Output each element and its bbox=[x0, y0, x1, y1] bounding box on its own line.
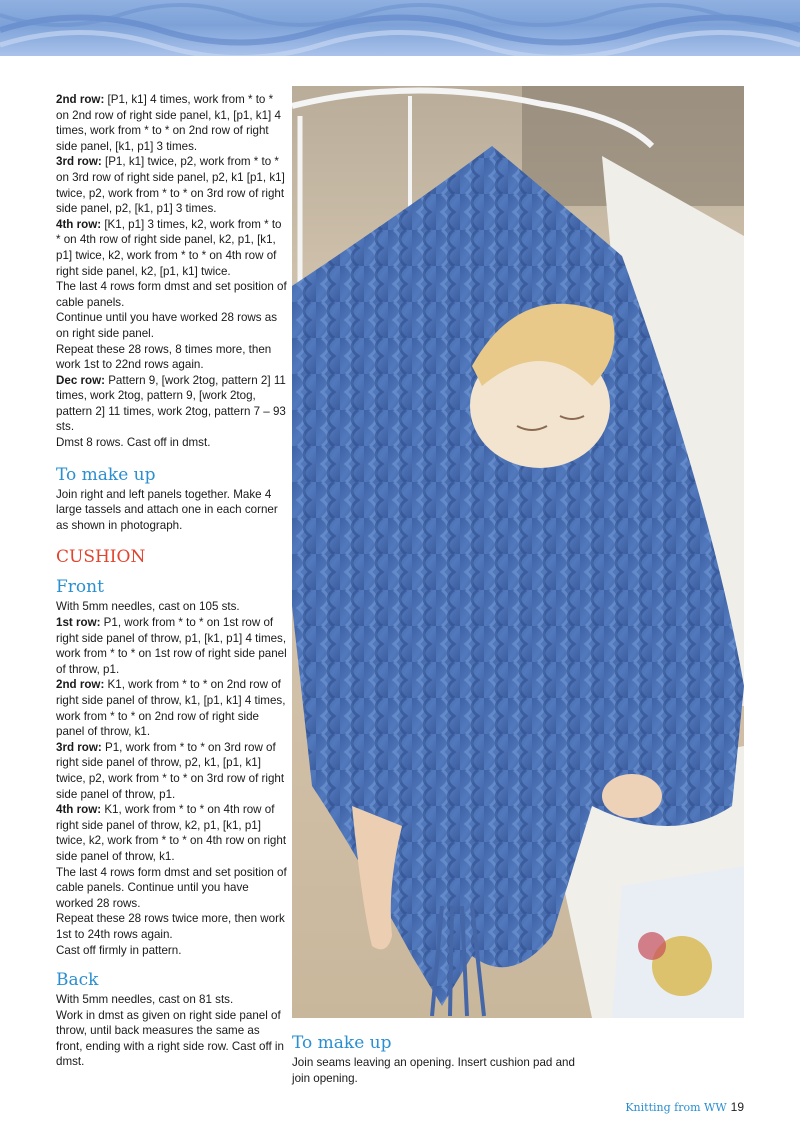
pattern-paragraph: Dec row: Pattern 9, [work 2tog, pattern 2] 11 times, work 2tog, pattern 9, [work 2tog, pattern 2] 11 times, work 2tog, pattern 7 – 93 sts. bbox=[56, 373, 286, 434]
pattern-paragraph: Repeat these 28 rows, 8 times more, then work 1st to 22nd rows again. bbox=[56, 342, 272, 372]
make-up-text: Join seams leaving an opening. Insert cushion pad and join opening. bbox=[292, 1056, 575, 1085]
pattern-paragraph: With 5mm needles, cast on 105 sts. bbox=[56, 600, 240, 614]
pattern-paragraph: 2nd row: K1, work from * to * on 2nd row of right side panel of throw, k1, [p1, k1] 4 times, work from * to * on 2nd row of right side panel of throw, k1. bbox=[56, 678, 286, 739]
pattern-paragraph: The last 4 rows form dmst and set position of cable panels. Continue until you have worked 28 rows. bbox=[56, 865, 287, 910]
pattern-paragraph: Cast off firmly in pattern. bbox=[56, 943, 182, 957]
pattern-paragraph: Repeat these 28 rows twice more, then work 1st to 24th rows again. bbox=[56, 912, 285, 941]
make-up-block bbox=[292, 1033, 592, 1086]
back-heading: Back bbox=[56, 970, 99, 991]
left-text-column bbox=[56, 92, 288, 1070]
cushion-heading: CUSHION bbox=[56, 547, 146, 568]
make-up-text: Join right and left panels together. Make 4 large tassels and attach one in each corner as shown in photograph. bbox=[56, 487, 278, 532]
make-up-heading: To make up bbox=[56, 464, 156, 485]
pattern-paragraph: 2nd row: [P1, k1] 4 times, work from * to * on 2nd row of right side panel, k1, [p1, k1] 4 times, work from * to * on 2nd row of right side panel, [k1, p1] 3 times. bbox=[56, 93, 281, 153]
pattern-paragraph: 3rd row: P1, work from * to * on 3rd row of right side panel of throw, p2, k1, [p1, k1] twice, p2, work from * to * on 3rd row of right side panel of throw, p1. bbox=[56, 740, 285, 801]
pattern-paragraph: 4th row: [K1, p1] 3 times, k2, work from * to * on 4th row of right side panel, k2, p1, [k1, p1] twice, k2, work from * to * on 4th row of right side panel, k2, [p1, k1] twice. bbox=[56, 217, 282, 278]
page-footer bbox=[625, 1100, 744, 1114]
baby-throw-photo bbox=[292, 86, 744, 1018]
pattern-paragraph: 3rd row: [P1, k1] twice, p2, work from * to * on 3rd row of right side panel, p2, k1 [p1, k1] twice, p2, work from * to * on 3rd row of right side panel, p2, [k1, p1] 3 times. bbox=[56, 155, 285, 216]
knit-texture-banner bbox=[0, 0, 800, 56]
pattern-paragraph: Dmst 8 rows. Cast off in dmst. bbox=[56, 436, 211, 450]
pattern-paragraph: 1st row: P1, work from * to * on 1st row of right side panel of throw, p1, [k1, p1] 4 times, work from * to * on 1st row of right side panel of throw, p1. bbox=[56, 616, 287, 676]
pattern-paragraph: Continue until you have worked 28 rows as on right side panel. bbox=[56, 311, 278, 340]
pattern-paragraph: 4th row: K1, work from * to * on 4th row of right side panel of throw, k2, p1, [k1, p1] twice, k2, work from * to * on 4th row on right side panel of throw, k1. bbox=[56, 803, 287, 863]
front-heading: Front bbox=[56, 577, 104, 598]
page-number: 19 bbox=[730, 1100, 744, 1114]
pattern-paragraph: The last 4 rows form dmst and set position of cable panels. bbox=[56, 280, 287, 309]
make-up-heading: To make up bbox=[292, 1033, 392, 1053]
pattern-paragraph: Work in dmst as given on right side panel of throw, until back measures the same as front, ending with a right side row. Cast off in dmst. bbox=[56, 1008, 284, 1069]
pattern-paragraph: With 5mm needles, cast on 81 sts. bbox=[56, 993, 234, 1007]
magazine-title: Knitting from WW bbox=[625, 1101, 727, 1114]
